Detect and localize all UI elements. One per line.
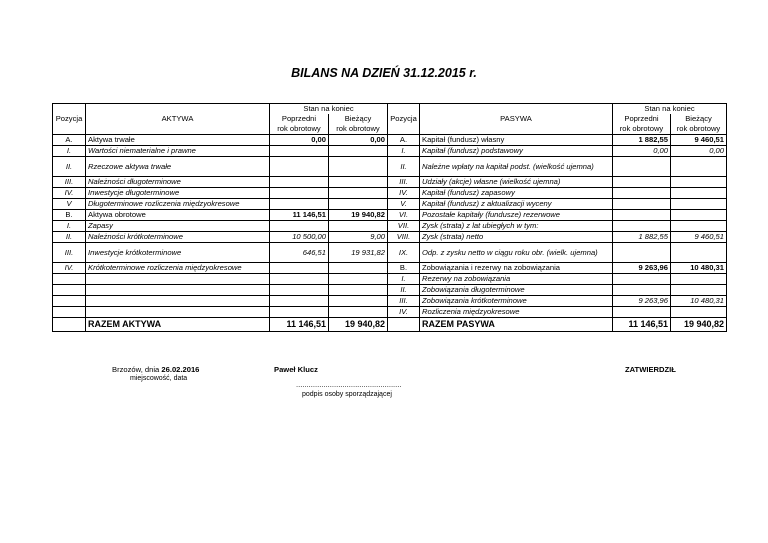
left-prev-value [270,307,329,318]
header-empty [53,124,86,135]
header-empty [86,124,270,135]
balance-sheet-table [52,103,727,332]
left-pozycja [53,274,86,285]
left-prev-value [270,296,329,307]
right-cur-value: 9 460,51 [671,232,727,243]
left-item-name: Należności długoterminowe [86,177,270,188]
right-item-name: Zobowiązania i rezerwy na zobowiązania [420,263,613,274]
place-date-prefix: Brzozów, dnia [112,365,162,374]
right-cur-value: 0,00 [671,146,727,157]
right-pozycja: VIII. [388,232,420,243]
right-cur-value [671,199,727,210]
right-item-name: Kapitał (fundusz) z aktualizacji wyceny [420,199,613,210]
total-pasywa-label: RAZEM PASYWA [420,318,613,332]
left-cur-value [329,199,388,210]
place-date [112,365,199,374]
header-empty [420,104,613,115]
place-date-caption: miejscowość, data [130,375,188,382]
signature-caption: podpis osoby sporządzającej [302,391,392,398]
right-item-name: Kapitał (fundusz) własny [420,135,613,146]
right-pozycja: II. [388,157,420,177]
table-row [53,232,727,243]
header-empty [388,104,420,115]
right-cur-value: 10 480,31 [671,263,727,274]
left-item-name [86,285,270,296]
left-prev-value [270,199,329,210]
left-pozycja: IV. [53,263,86,274]
header-empty [86,104,270,115]
header-stan-left: Stan na koniec [270,104,388,115]
right-item-name: Zysk (strata) z lat ubiegłych w tym: [420,221,613,232]
right-prev-value: 0,00 [613,146,671,157]
left-prev-value [270,177,329,188]
left-cur-value [329,274,388,285]
left-item-name: Długoterminowe rozliczenia międzyokresowe [86,199,270,210]
left-prev-value [270,274,329,285]
right-prev-value [613,157,671,177]
left-pozycja [53,307,86,318]
header-pozycja-left: Pozycja [53,114,86,124]
left-prev-value [270,285,329,296]
right-prev-value [613,199,671,210]
header-poprzedni-right: Poprzedni [613,114,671,124]
right-pozycja: IV. [388,188,420,199]
right-cur-value [671,243,727,263]
right-cur-value [671,177,727,188]
left-cur-value [329,157,388,177]
left-cur-value [329,221,388,232]
left-pozycja: III. [53,177,86,188]
right-item-name: Kapitał (fundusz) podstawowy [420,146,613,157]
left-prev-value [270,221,329,232]
right-item-name: Zobowiązania długoterminowe [420,285,613,296]
left-item-name [86,274,270,285]
table-row [53,243,727,263]
left-item-name: Wartości niematerialne i prawne [86,146,270,157]
right-pozycja: A. [388,135,420,146]
right-prev-value: 9 263,96 [613,263,671,274]
table-row [53,263,727,274]
right-pozycja: I. [388,274,420,285]
right-prev-value [613,221,671,232]
right-item-name: Zobowiązania krótkoterminowe [420,296,613,307]
left-pozycja: I. [53,221,86,232]
right-pozycja: III. [388,296,420,307]
right-pozycja: IX. [388,243,420,263]
left-item-name: Krótkoterminowe rozliczenia międzyokresowe [86,263,270,274]
header-stan-right: Stan na koniec [613,104,727,115]
right-prev-value [613,188,671,199]
left-cur-value [329,285,388,296]
right-pozycja: III. [388,177,420,188]
table-row [53,307,727,318]
total-aktywa-cur: 19 940,82 [329,318,388,332]
document-title: BILANS NA DZIEŃ 31.12.2015 r. [291,66,477,80]
right-item-name: Zysk (strata) netto [420,232,613,243]
right-item-name: Odp. z zysku netto w ciągu roku obr. (wielk. ujemna) [420,243,613,263]
right-cur-value [671,210,727,221]
right-item-name: Udziały (akcje) własne (wielkość ujemna) [420,177,613,188]
place-date-value: 26.02.2016 [161,365,200,374]
right-prev-value [613,210,671,221]
table-row [53,221,727,232]
header-empty [388,124,420,135]
left-cur-value: 9,00 [329,232,388,243]
left-pozycja [53,296,86,307]
left-pozycja: V [53,199,86,210]
right-item-name: Rezerwy na zobowiązania [420,274,613,285]
header-rok-right-cur: rok obrotowy [671,124,727,135]
header-rok-left-prev: rok obrotowy [270,124,329,135]
right-cur-value [671,274,727,285]
left-item-name [86,307,270,318]
left-cur-value [329,177,388,188]
right-prev-value: 1 882,55 [613,232,671,243]
header-rok-left-cur: rok obrotowy [329,124,388,135]
table-row [53,199,727,210]
right-cur-value [671,307,727,318]
right-prev-value [613,285,671,296]
right-pozycja: IV. [388,307,420,318]
left-item-name: Należności krótkoterminowe [86,232,270,243]
right-pozycja: II. [388,285,420,296]
right-prev-value [613,307,671,318]
total-pasywa-prev: 11 146,51 [613,318,671,332]
totals-empty [388,318,420,332]
left-cur-value [329,307,388,318]
right-cur-value: 10 480,31 [671,296,727,307]
left-cur-value: 19 940,82 [329,210,388,221]
left-pozycja: II. [53,157,86,177]
left-prev-value: 646,51 [270,243,329,263]
left-prev-value: 0,00 [270,135,329,146]
left-cur-value [329,188,388,199]
right-pozycja: VII. [388,221,420,232]
right-cur-value [671,285,727,296]
left-pozycja: II. [53,232,86,243]
left-pozycja: A. [53,135,86,146]
right-cur-value [671,188,727,199]
right-prev-value [613,243,671,263]
header-empty [420,124,613,135]
left-item-name: Aktywa trwałe [86,135,270,146]
left-cur-value [329,296,388,307]
right-item-name: Kapitał (fundusz) zapasowy [420,188,613,199]
table-row [53,274,727,285]
left-prev-value [270,157,329,177]
table-row [53,210,727,221]
header-biezacy-right: Bieżący [671,114,727,124]
header-pasywa: PASYWA [420,114,613,124]
table-row [53,135,727,146]
signer-name: Paweł Klucz [274,365,318,374]
right-cur-value: 9 460,51 [671,135,727,146]
table-row [53,285,727,296]
left-item-name: Inwestycje krótkoterminowe [86,243,270,263]
right-cur-value [671,221,727,232]
table-row [53,188,727,199]
right-prev-value [613,274,671,285]
table-row [53,177,727,188]
header-poprzedni-left: Poprzedni [270,114,329,124]
right-item-name: Pozostałe kapitały (fundusze) rezerwowe [420,210,613,221]
table-row [53,296,727,307]
totals-empty [53,318,86,332]
left-cur-value [329,146,388,157]
table-row [53,157,727,177]
left-pozycja: IV. [53,188,86,199]
left-prev-value: 11 146,51 [270,210,329,221]
header-biezacy-left: Bieżący [329,114,388,124]
left-item-name: Rzeczowe aktywa trwałe [86,157,270,177]
header-empty [53,104,86,115]
right-item-name: Rozliczenia międzyokresowe [420,307,613,318]
left-prev-value: 10 500,00 [270,232,329,243]
header-aktywa: AKTYWA [86,114,270,124]
right-cur-value [671,157,727,177]
right-pozycja: I. [388,146,420,157]
left-cur-value: 19 931,82 [329,243,388,263]
signature-line: .................................................. [296,380,402,389]
left-item-name: Aktywa obrotowe [86,210,270,221]
approved-label: ZATWIERDZIŁ [625,365,676,374]
left-pozycja: III. [53,243,86,263]
left-item-name: Zapasy [86,221,270,232]
left-item-name: Inwestycje długoterminowe [86,188,270,199]
left-pozycja [53,285,86,296]
left-pozycja: I. [53,146,86,157]
left-pozycja: B. [53,210,86,221]
right-pozycja: B. [388,263,420,274]
right-item-name: Należne wpłaty na kapitał podst. (wielkość ujemna) [420,157,613,177]
totals-row [53,318,727,332]
right-prev-value: 1 882,55 [613,135,671,146]
total-aktywa-label: RAZEM AKTYWA [86,318,270,332]
right-pozycja: V. [388,199,420,210]
total-aktywa-prev: 11 146,51 [270,318,329,332]
right-prev-value: 9 263,96 [613,296,671,307]
left-prev-value [270,146,329,157]
table-row [53,146,727,157]
left-cur-value: 0,00 [329,135,388,146]
header-rok-right-prev: rok obrotowy [613,124,671,135]
right-prev-value [613,177,671,188]
left-cur-value [329,263,388,274]
left-prev-value [270,188,329,199]
header-pozycja-right: Pozycja [388,114,420,124]
total-pasywa-cur: 19 940,82 [671,318,727,332]
left-prev-value [270,263,329,274]
right-pozycja: VI. [388,210,420,221]
left-item-name [86,296,270,307]
